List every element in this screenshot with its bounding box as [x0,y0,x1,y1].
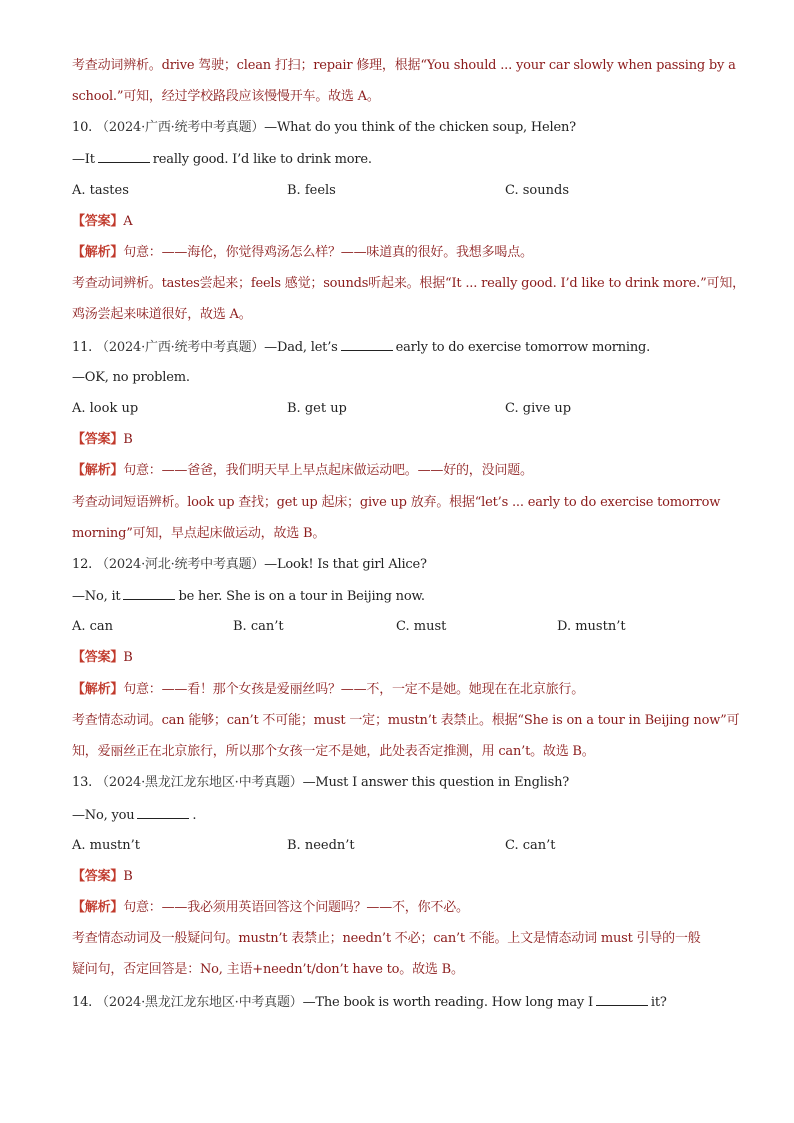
q13-stem [72,775,732,791]
answer-label: 【答案】 [72,214,124,229]
q11-analysis-line-2: morning”可知，早点起床做运动，故选 B。 [72,526,326,541]
q11-option-b: B. get up [287,401,347,416]
stem-text: be her. She is on a tour in Beijing now. [178,589,425,604]
meaning-text: 句意：——我必须用英语回答这个问题吗？——不，你不必。 [123,900,469,915]
stem-text: —No, it [72,589,121,604]
question-number: 10. [72,120,93,135]
answer-value: A [123,214,133,229]
q13-stem-2 [72,807,732,824]
answer-blank [123,588,175,600]
q12-analysis-line-2: 知，爱丽丝正在北京旅行，所以那个女孩一定不是她，此处表否定推测，用 can’t。故选 B。 [72,744,595,759]
q10-option-b: B. feels [287,183,336,198]
analysis-label: 【解析】 [72,900,124,915]
q11-option-a: A. look up [72,401,139,416]
stem-text: —Must I answer this question in English? [302,775,570,790]
stem-text: it? [650,995,667,1010]
question-source: （2024·广西·统考中考真题） [96,120,265,135]
analysis-label: 【解析】 [72,463,124,478]
stem-text: —The book is worth reading. How long may I [302,995,593,1010]
q12-option-b: B. can’t [233,619,284,634]
q11-stem-2: —OK, no problem. [72,370,190,385]
stem-text: early to do exercise tomorrow morning. [395,340,651,355]
question-number: 13. [72,775,93,790]
stem-text: . [192,808,197,823]
q11-meaning [72,463,732,479]
q14-stem [72,994,732,1011]
answer-label: 【答案】 [72,650,124,665]
q10-analysis-line-2: 鸡汤尝起来味道很好，故选 A。 [72,307,252,322]
stem-text: —Look! Is that girl Alice? [264,557,427,572]
analysis-label: 【解析】 [72,245,124,260]
q10-meaning [72,245,732,261]
q11-option-c: C. give up [505,401,572,416]
q10-option-a: A. tastes [72,183,129,198]
q12-stem [72,557,732,573]
q13-option-c: C. can’t [505,838,556,853]
q12-meaning [72,682,732,698]
q9-analysis-line-2: school.”可知，经过学校路段应该慢慢开车。故选 A。 [72,89,380,104]
stem-text: —What do you think of the chicken soup, Helen? [264,120,576,135]
question-source: （2024·黑龙江龙东地区·中考真题） [96,995,303,1010]
question-number: 12. [72,557,93,572]
q13-analysis-line-1: 考查情态动词及一般疑问句。mustn’t 表禁止；needn’t 不必；can’t 不能。上文是情态动词 must 引导的一般 [72,931,701,946]
q13-analysis-line-2: 疑问句，否定回答是：No, 主语+needn’t/don’t have to。故选 B。 [72,962,464,977]
answer-value: B [123,650,133,665]
q11-analysis-line-1: 考查动词短语辨析。look up 查找；get up 起床；give up 放弃。根据“let’s ... early to do exercise tomorrow [72,495,721,510]
q9-analysis-line-1: 考查动词辨析。drive 驾驶；clean 打扫；repair 修理，根据“You should ... your car slowly when passing by a [72,58,736,73]
answer-blank [341,339,393,351]
question-source: （2024·河北·统考中考真题） [96,557,265,572]
q12-option-c: C. must [396,619,447,634]
q13-answer [72,869,732,885]
answer-value: B [123,869,133,884]
q11-answer [72,432,732,448]
stem-text: really good. I’d like to drink more. [152,152,372,167]
q12-stem-2 [72,588,732,605]
stem-text: —It [72,152,95,167]
meaning-text: 句意：——看！那个女孩是爱丽丝吗？——不，一定不是她。她现在在北京旅行。 [123,682,585,697]
question-source: （2024·黑龙江龙东地区·中考真题） [96,775,303,790]
stem-text: —Dad, let’s [264,340,338,355]
meaning-text: 句意：——爸爸，我们明天早上早点起床做运动吧。——好的，没问题。 [123,463,533,478]
answer-blank [596,994,648,1006]
q12-option-d: D. mustn’t [557,619,626,634]
q10-answer [72,214,732,230]
q13-option-b: B. needn’t [287,838,355,853]
answer-blank [137,807,189,819]
stem-text: —No, you [72,808,135,823]
answer-value: B [123,432,133,447]
answer-label: 【答案】 [72,869,124,884]
question-source: （2024·广西·统考中考真题） [96,340,265,355]
q12-analysis-line-1: 考查情态动词。can 能够；can’t 不可能；must 一定；mustn’t 表禁止。根据“She is on a tour in Beijing now”可 [72,713,740,728]
question-number: 11. [72,340,93,355]
q12-answer [72,650,732,666]
question-number: 14. [72,995,93,1010]
q10-analysis-line-1: 考查动词辨析。tastes尝起来；feels 感觉；sounds听起来。根据“It ... really good. I’d like to drink more.”可知， [72,276,745,291]
q10-option-c: C. sounds [505,183,569,198]
analysis-label: 【解析】 [72,682,124,697]
q13-option-a: A. mustn’t [72,838,140,853]
meaning-text: 句意：——海伦，你觉得鸡汤怎么样？——味道真的很好。我想多喝点。 [123,245,533,260]
q10-stem [72,120,732,136]
q13-meaning [72,900,732,916]
q11-stem [72,339,732,356]
answer-blank [98,151,150,163]
q12-option-a: A. can [72,619,114,634]
q10-stem-2 [72,151,732,168]
answer-label: 【答案】 [72,432,124,447]
